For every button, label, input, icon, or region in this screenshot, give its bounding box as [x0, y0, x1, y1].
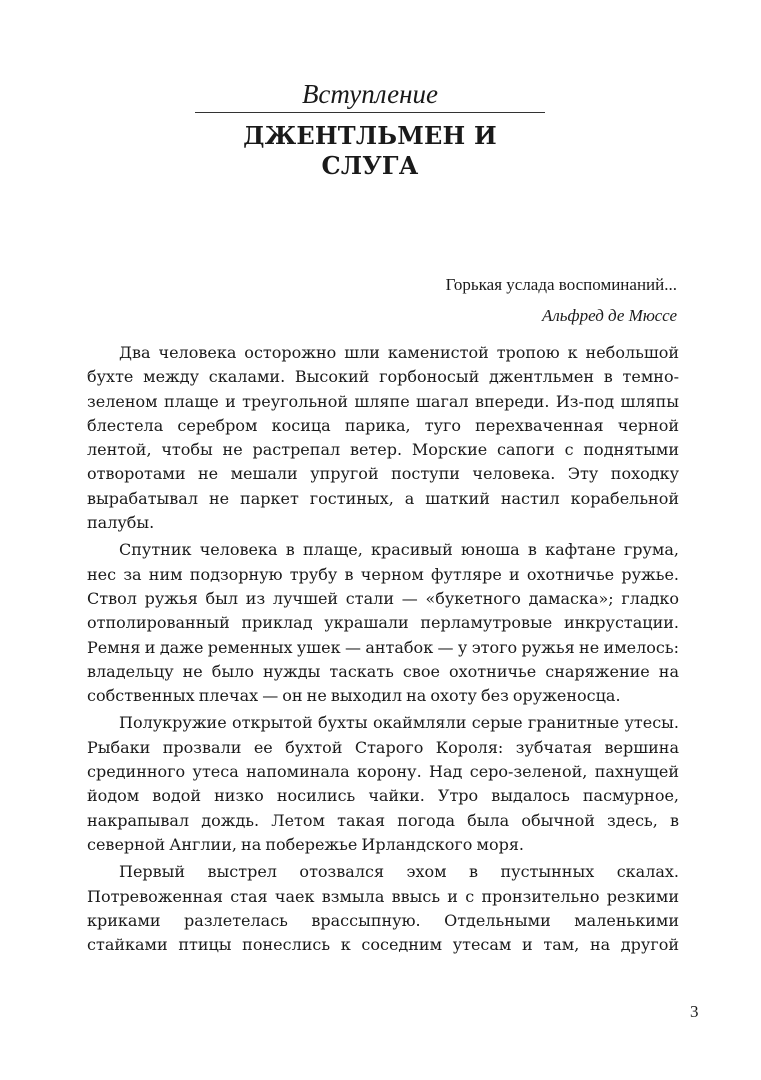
paragraph-4: Первый выстрел отозвался эхом в пустынных скалах. Потревоженная стая чаек взмыла ввысь и с пронзительно резкими криками разлетелась врассыпную. Отдельными маленькими стайками птицы понеслись к соседним утесам и там, на другой: [87, 862, 679, 955]
epigraph-quote: Горькая услада воспоминаний...: [445, 275, 677, 294]
paragraph-3: Полукружие открытой бухты окаймляли серые гранитные утесы. Рыбаки прозвали ее бухтой Старого Короля: зубчатая вершина срединного утеса напоминала корону. Над серо-зеленой, пахнущей йодом водой низко носились чайки. Утро выдалось пасмурное, накрапывал дождь. Летом такая погода была обычной здесь, в северной Англии, на побережье Ирландского моря.: [87, 713, 679, 854]
body-text: [87, 341, 679, 960]
epigraph: [446, 272, 677, 329]
paragraph-2: Спутник человека в плаще, красивый юноша в кафтане грума, нес за ним подзорную трубу в черном футляре и охотничье ружье. Ствол ружья был из лучшей стали — «букетного дамаска»; гладко отполированный приклад украшали перламутровые инкрустации. Ремня и даже ременных ушек — антабок — у этого ружья не имелось: владельцу не было нужды таскать свое охотничье снаряжение на собственных плечах — он не выходил на охоту без оруженосца.: [87, 540, 679, 706]
chapter-title: ДЖЕНТЛЬМЕН И СЛУГА: [243, 121, 497, 180]
epigraph-author: Альфред де Мюссе: [541, 306, 677, 325]
chapter-header: [195, 78, 545, 181]
paragraph-1: Два человека осторожно шли каменистой тропою к небольшой бухте между скалами. Высокий горбоносый джентльмен в темно-зеленом плаще и треугольной шляпе шагал впереди. Из-под шляпы блестела серебром косица парика, туго перехваченная черной лентой, чтобы не растрепал ветер. Морские сапоги с поднятыми отворотами не мешали упругой поступи человека. Эту походку вырабатывал не паркет гостиных, а шаткий настил корабельной палубы.: [87, 343, 679, 533]
chapter-subtitle: Вступление: [195, 78, 545, 113]
page-number: 3: [690, 1002, 699, 1021]
